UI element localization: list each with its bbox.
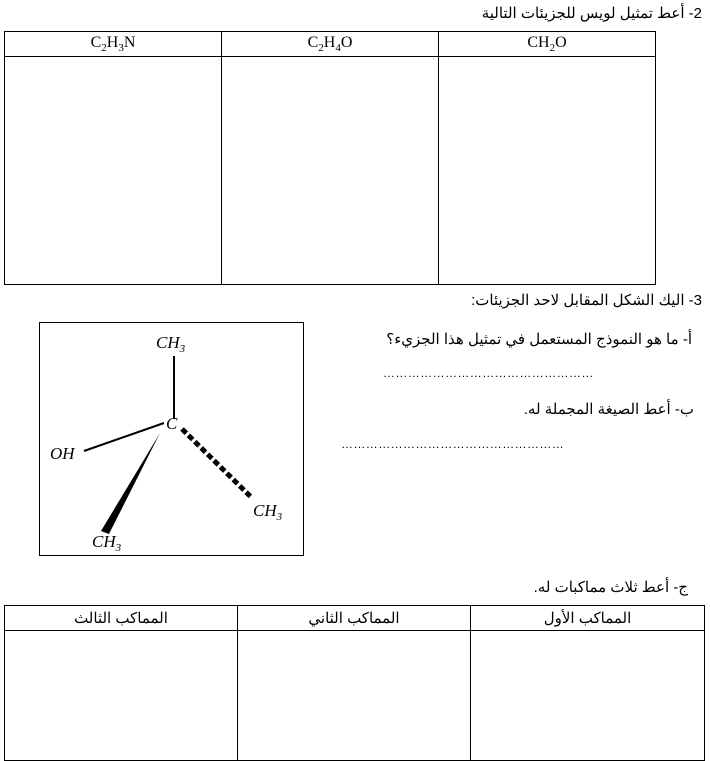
molecule-diagram xyxy=(39,322,304,556)
label-bottom-left-ch3: $CH_3$ xyxy=(92,532,122,554)
q3-part-a: أ- ما هو النموذج المستعمل في تمثيل هذا الجزيء؟ xyxy=(386,331,692,348)
label-oh: OH xyxy=(50,444,75,463)
isomer-cell-second[interactable] xyxy=(238,631,471,761)
label-top-ch3: $CH_3$ xyxy=(156,333,186,355)
hashed-bond xyxy=(182,429,252,498)
answer-cell-c2h3n[interactable] xyxy=(5,57,222,285)
formula-c2h4o: $C_2H_4O$ xyxy=(222,32,439,57)
q3-title: 3- اليك الشكل المقابل لاحد الجزيئات: xyxy=(471,292,702,309)
label-bottom-right-ch3: $CH_3$ xyxy=(253,501,283,523)
formula-ch2o: $CH_2O$ xyxy=(439,32,656,57)
label-center-c: C xyxy=(166,414,178,433)
answer-cell-ch2o[interactable] xyxy=(439,57,656,285)
formula-c2h3n: $C_2H_3N$ xyxy=(5,32,222,57)
molecule-svg xyxy=(40,323,303,555)
q2-title: 2- أعط تمثيل لويس للجزيئات التالية xyxy=(481,5,702,22)
isomer-header-second: المماكب الثاني xyxy=(238,606,471,631)
isomer-header-third: المماكب الثالث xyxy=(5,606,238,631)
isomer-cell-first[interactable] xyxy=(471,631,705,761)
isomer-header-first: المماكب الأول xyxy=(471,606,705,631)
q3-part-c: ج- أعط ثلاث مماكبات له. xyxy=(533,579,688,596)
answer-cell-c2h4o[interactable] xyxy=(222,57,439,285)
answer-line-a[interactable]: …………………………………………… xyxy=(383,366,594,380)
q3-part-b: ب- أعط الصيغة المجملة له. xyxy=(523,401,694,418)
isomers-table xyxy=(4,605,705,761)
lewis-table xyxy=(4,31,656,285)
isomer-cell-third[interactable] xyxy=(5,631,238,761)
answer-line-b[interactable]: ……………………………………………… xyxy=(341,437,565,451)
wedge-bond xyxy=(101,433,160,534)
